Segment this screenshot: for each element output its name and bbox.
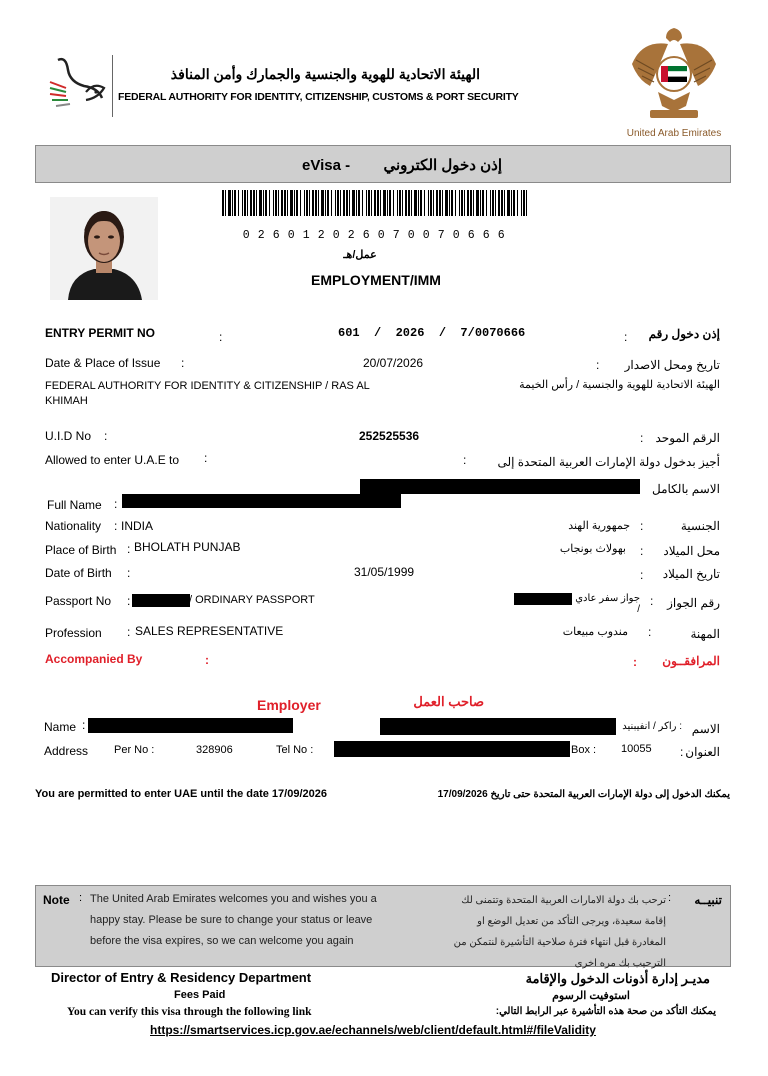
barcode-bar [250,190,252,216]
passport-label: Passport No [45,594,112,608]
barcode-bar [352,190,355,216]
barcode-bar [242,190,243,216]
barcode-bar [368,190,370,216]
verification-link[interactable]: https://smartservices.icp.gov.ae/echannels/web/client/default.html#/fileValidity [150,1023,596,1037]
colon: : [181,356,185,370]
colon: : [104,429,108,443]
barcode-bar [467,190,469,216]
colon: : [640,519,644,533]
barcode-bar [490,190,491,216]
barcode-bar [238,190,239,216]
barcode-bar [327,190,329,216]
barcode-bar [517,190,518,216]
permitted-until-ar [437,789,730,800]
director-title-en: Director of Entry & Residency Department [51,970,312,985]
director-title-ar: مديـر إدارة أذونات الدخول والإقامة [525,971,710,986]
barcode-bar [321,190,324,216]
birth-date-value: 31/05/1999 [354,565,415,579]
nationality-value-ar: جمهورية الهند [568,520,630,532]
evisa-title-ar: إذن دخول الكتروني [383,157,502,174]
redacted-employer-name [88,718,293,733]
barcode-bar [498,190,500,216]
barcode-bar [445,190,448,216]
barcode-bar [436,190,438,216]
birth-date-label-ar: تاريخ الميلاد [662,567,720,581]
employer-title-ar: صاحب العمل [413,694,484,709]
barcode-bar [439,190,441,216]
colon: : [624,330,628,344]
barcode-bar [526,190,527,216]
barcode-bar [399,190,401,216]
barcode-bar [442,190,443,216]
barcode-bar [374,190,376,216]
employer-name-label: Name [44,720,77,734]
barcode-bar [358,190,360,216]
barcode-bar [247,190,248,216]
barcode-bar [389,190,391,216]
tel-no-label: Tel No : [276,744,314,756]
barcode-bar [356,190,357,216]
colon: : [633,655,637,669]
barcode-bar [273,190,274,216]
note-label: Note [43,893,70,907]
box-label: Box : [571,744,597,756]
barcode-bar [383,190,386,216]
verify-text-en: You can verify this visa through the following link [67,1006,312,1018]
barcode-bar [296,190,298,216]
barcode-bar [278,190,279,216]
barcode-bar [411,190,412,216]
barcode-bar [430,190,432,216]
uae-emblem [628,24,720,124]
redacted-tel-no [334,741,570,757]
entry-permit-value: 601 / 2026 / 7/0070666 [338,326,526,340]
colon: : [204,451,208,465]
colon: : [640,568,644,582]
colon: : [650,594,654,608]
barcode-bar [486,190,487,216]
applicant-photo [50,197,158,300]
barcode-bar [387,190,388,216]
barcode-bar [380,190,381,216]
barcode-bar [290,190,293,216]
per-no-value: 328906 [196,744,233,756]
issue-label: Date & Place of Issue [45,356,161,370]
barcode-bar [473,190,474,216]
barcode-bar [340,190,341,216]
colon: : [127,542,131,556]
nationality-label: Nationality [45,519,102,533]
entry-permit-label-ar: إذن دخول رقم [648,327,720,341]
uid-label: U.I.D No [45,429,92,443]
issue-place-en: FEDERAL AUTHORITY FOR IDENTITY & CITIZENSHIP / RAS AL KHIMAH [45,380,370,407]
box-value: 10055 [621,743,652,755]
barcode-bar [424,190,425,216]
redacted-employer-name-ar [380,718,616,735]
barcode-bar [480,190,481,216]
barcode-bar [335,190,336,216]
evisa-title-en: eVisa - [302,157,351,174]
barcode-bar [476,190,479,216]
barcode-bar [523,190,525,216]
birth-place-value-ar: بهولاث بونجاب [559,543,626,555]
barcode-bar [492,190,494,216]
employer-name-label-ar: الاسم [691,722,720,736]
barcode-bar [362,190,363,216]
barcode-bar [228,190,231,216]
barcode-bar [464,190,465,216]
fees-paid-en: Fees Paid [174,989,226,1001]
colon: : [680,745,684,759]
barcode-bar [418,190,419,216]
barcode-bar [312,190,314,216]
authority-name-en: FEDERAL AUTHORITY FOR IDENTITY, CITIZENSHIP, CUSTOMS & PORT SECURITY [118,91,519,103]
employer-address-label-ar: العنوان [685,745,720,759]
colon: : [219,330,223,344]
barcode-bar [349,190,350,216]
allowed-label-ar: أجيز بدخول دولة الإمارات العربية المتحدة إلى [497,455,720,469]
barcode-bar [269,190,270,216]
barcode-bar [397,190,398,216]
barcode-bar [337,190,339,216]
full-name-label-ar: الاسم بالكامل [651,482,720,496]
barcode-bar [232,190,233,216]
nationality-value: INDIA [121,519,154,533]
colon: : [648,625,652,639]
barcode-bar [315,190,317,216]
barcode-bar [414,190,417,216]
barcode-bar [470,190,472,216]
barcode-bar [222,190,224,216]
authority-name-ar: الهيئة الاتحادية للهوية والجنسية والجمارك وأمن المنافذ [170,66,480,82]
profession-label-ar: المهنة [690,627,720,641]
allowed-label: Allowed to enter U.A.E to [45,453,180,467]
per-no-label: Per No : [114,744,155,756]
barcode-bar [402,190,403,216]
barcode-bar [504,190,505,216]
birth-place-value: BHOLATH PUNJAB [134,540,241,554]
colon: : [127,625,131,639]
employer-name-ar: : راكر / انفيبنيد [622,721,682,732]
redacted-full-name [122,494,401,508]
birth-place-label-ar: محل الميلاد [663,544,720,558]
permitted-until-ar-date: 17/09/2026 [437,789,488,800]
passport-label-ar: رقم الجواز [667,596,720,610]
barcode-bar [244,190,246,216]
colon: : [205,653,209,667]
barcode-bar [331,190,332,216]
colon: : [114,519,118,533]
profession-value: SALES REPRESENTATIVE [135,624,284,638]
passport-type: / ORDINARY PASSPORT [189,594,315,606]
barcode-bar [393,190,394,216]
employer-title: Employer [257,697,321,713]
barcode-bar [428,190,429,216]
redacted-passport-no [132,594,190,607]
barcode-bar [259,190,262,216]
entry-permit-label: ENTRY PERMIT NO [45,326,156,340]
barcode-bar [521,190,522,216]
note-text-ar: ترحب بك دولة الامارات العربية المتحدة وتتمنى لك إقامة سعيدة، ويرجى التأكد من تعديل الوضع او المغادرة قبل انتهاء فترة صلاحية التأشيرة لنتمكن من الترحيب بك مره اخرى [453,895,666,969]
barcode-bar [449,190,450,216]
uid-value: 252525536 [359,429,420,443]
barcode-bar [420,190,422,216]
uae-name-en: United Arab Emirates [626,128,722,139]
barcode-bar [507,190,510,216]
employer-address-label: Address [44,744,89,758]
accompanied-label: Accompanied By [45,652,143,666]
colon: : [640,544,644,558]
logo-divider [112,55,113,117]
colon: : [82,718,86,732]
birth-date-label: Date of Birth [45,566,112,580]
colon: : [596,358,600,372]
barcode-bar [234,190,236,216]
barcode-bar [455,190,456,216]
colon: : [127,594,131,608]
barcode-bar [265,190,267,216]
uid-label-ar: الرقم الموحد [655,431,720,445]
full-name-label: Full Name [47,498,102,512]
barcode-number: 0 2 6 0 1 2 0 2 6 0 7 0 0 7 0 6 6 6 [242,229,506,242]
barcode-bar [371,190,372,216]
profession-label: Profession [45,626,102,640]
authority-logo [46,52,108,116]
issue-place-ar: الهيئة الاتحادية للهوية والجنسية / رأس الخيمة [519,379,720,391]
note-label-ar: تنبيــه [694,893,722,907]
barcode-bar [405,190,407,216]
barcode-bar [501,190,503,216]
barcode-bar [325,190,326,216]
barcode-bar [451,190,453,216]
profession-value-ar: مندوب مبيعات [562,626,628,638]
barcode-bar [306,190,308,216]
nationality-label-ar: الجنسية [680,519,720,533]
barcode-bar [284,190,286,216]
colon: : [127,566,131,580]
colon: : [640,431,644,445]
barcode-bar [461,190,463,216]
barcode-bar [511,190,512,216]
passport-type-ar: جواز سفر عادي / [575,593,640,615]
barcode-bar [433,190,434,216]
barcode-bar [294,190,295,216]
barcode-bar [318,190,319,216]
barcode-bar [225,190,226,216]
barcode-bar [275,190,277,216]
barcode-bar [408,190,410,216]
barcode-bar [300,190,301,216]
permitted-until-ar-text: يمكنك الدخول إلى دولة الإمارات العربية المتحدة حتى تاريخ [490,789,730,800]
barcode-bar [309,190,310,216]
barcode-bar [482,190,484,216]
redacted-full-name-ar [360,479,640,494]
note-text-en: The United Arab Emirates welcomes you and wishes you a happy stay. Please be sure to change your status or leave before the visa expires, so we can welcome you again [90,893,377,947]
colon: : [463,453,467,467]
issue-label-ar: تاريخ ومحل الاصدار [624,358,720,372]
barcode-bar [377,190,379,216]
barcode-bar [346,190,348,216]
barcode-bar [263,190,264,216]
barcode-bar [256,190,257,216]
colon: : [668,892,672,904]
accompanied-label-ar: المرافقــون [662,654,720,668]
colon: : [79,892,83,904]
birth-place-label: Place of Birth [45,543,117,557]
colon: : [114,497,118,511]
permit-type-ar: عمل/هـ [343,249,377,261]
barcode-bar [281,190,283,216]
issue-date: 20/07/2026 [363,356,424,370]
barcode-bar [287,190,288,216]
verify-text-ar: يمكنك التأكد من صحة هذه التأشيرة عبر الرابط التالي: [495,1006,716,1017]
barcode-bar [459,190,460,216]
permit-type-en: EMPLOYMENT/IMM [311,272,441,288]
barcode-bar [304,190,305,216]
permitted-until-en: You are permitted to enter UAE until the date 17/09/2026 [35,788,327,800]
barcode-bar [253,190,255,216]
barcode-bar [366,190,367,216]
barcode-bar [495,190,496,216]
redacted-passport-no-ar [514,593,572,605]
barcode-bar [343,190,345,216]
fees-paid-ar: استوفيت الرسوم [552,990,630,1002]
barcode [222,190,532,216]
barcode-bar [513,190,515,216]
